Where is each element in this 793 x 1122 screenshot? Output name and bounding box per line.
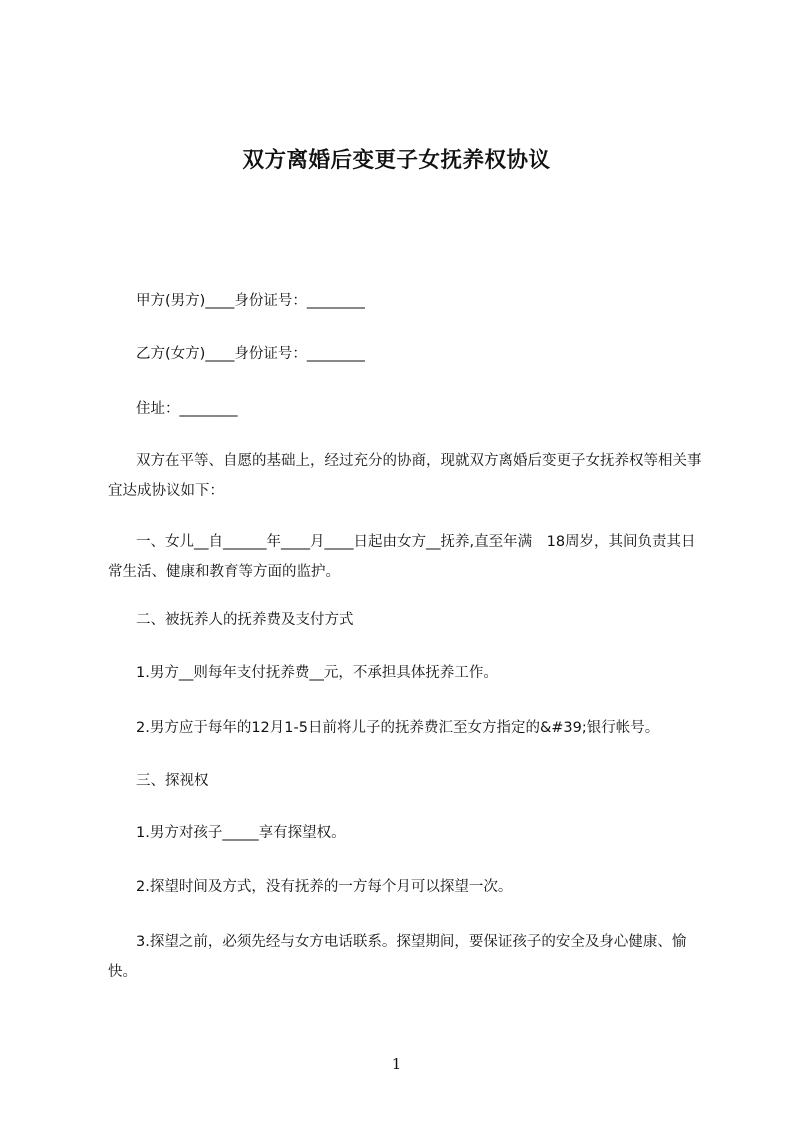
- page-number: 1: [391, 1055, 402, 1073]
- party-a-line: 甲方(男方)____身份证号：________: [136, 293, 365, 309]
- section-3-heading: 三、探视权: [136, 773, 209, 789]
- document-title: 双方离婚后变更子女抚养权协议: [242, 148, 551, 173]
- section-3-item-1: 1.男方对孩子_____享有探望权。: [136, 825, 346, 841]
- section-3-item-2: 2.探望时间及方式，没有抚养的一方每个月可以探望一次。: [136, 879, 513, 895]
- intro-paragraph: 双方在平等、自愿的基础上，经过充分的协商，现就双方离婚后变更子女抚养权等相关事宜达成协议如下：: [108, 453, 702, 499]
- section-1-paragraph: 一、女儿__自______年____月____日起由女方__抚养,直至年满 18周岁，其间负责其日常生活、健康和教育等方面的监护。: [108, 534, 696, 580]
- party-b-line: 乙方(女方)____身份证号：________: [136, 346, 365, 362]
- section-3-item-3: 3.探望之前，必须先经与女方电话联系。探望期间，要保证孩子的安全及身心健康、愉快。: [108, 934, 687, 980]
- section-2-item-2: 2.男方应于每年的12月1-5日前将儿子的抚养费汇至女方指定的&#39;银行帐号。: [136, 720, 660, 736]
- address-line: 住址：________: [136, 401, 238, 417]
- section-2-heading: 二、被抚养人的抚养费及支付方式: [136, 612, 354, 628]
- section-2-item-1: 1.男方__则每年支付抚养费__元，不承担具体抚养工作。: [136, 665, 498, 681]
